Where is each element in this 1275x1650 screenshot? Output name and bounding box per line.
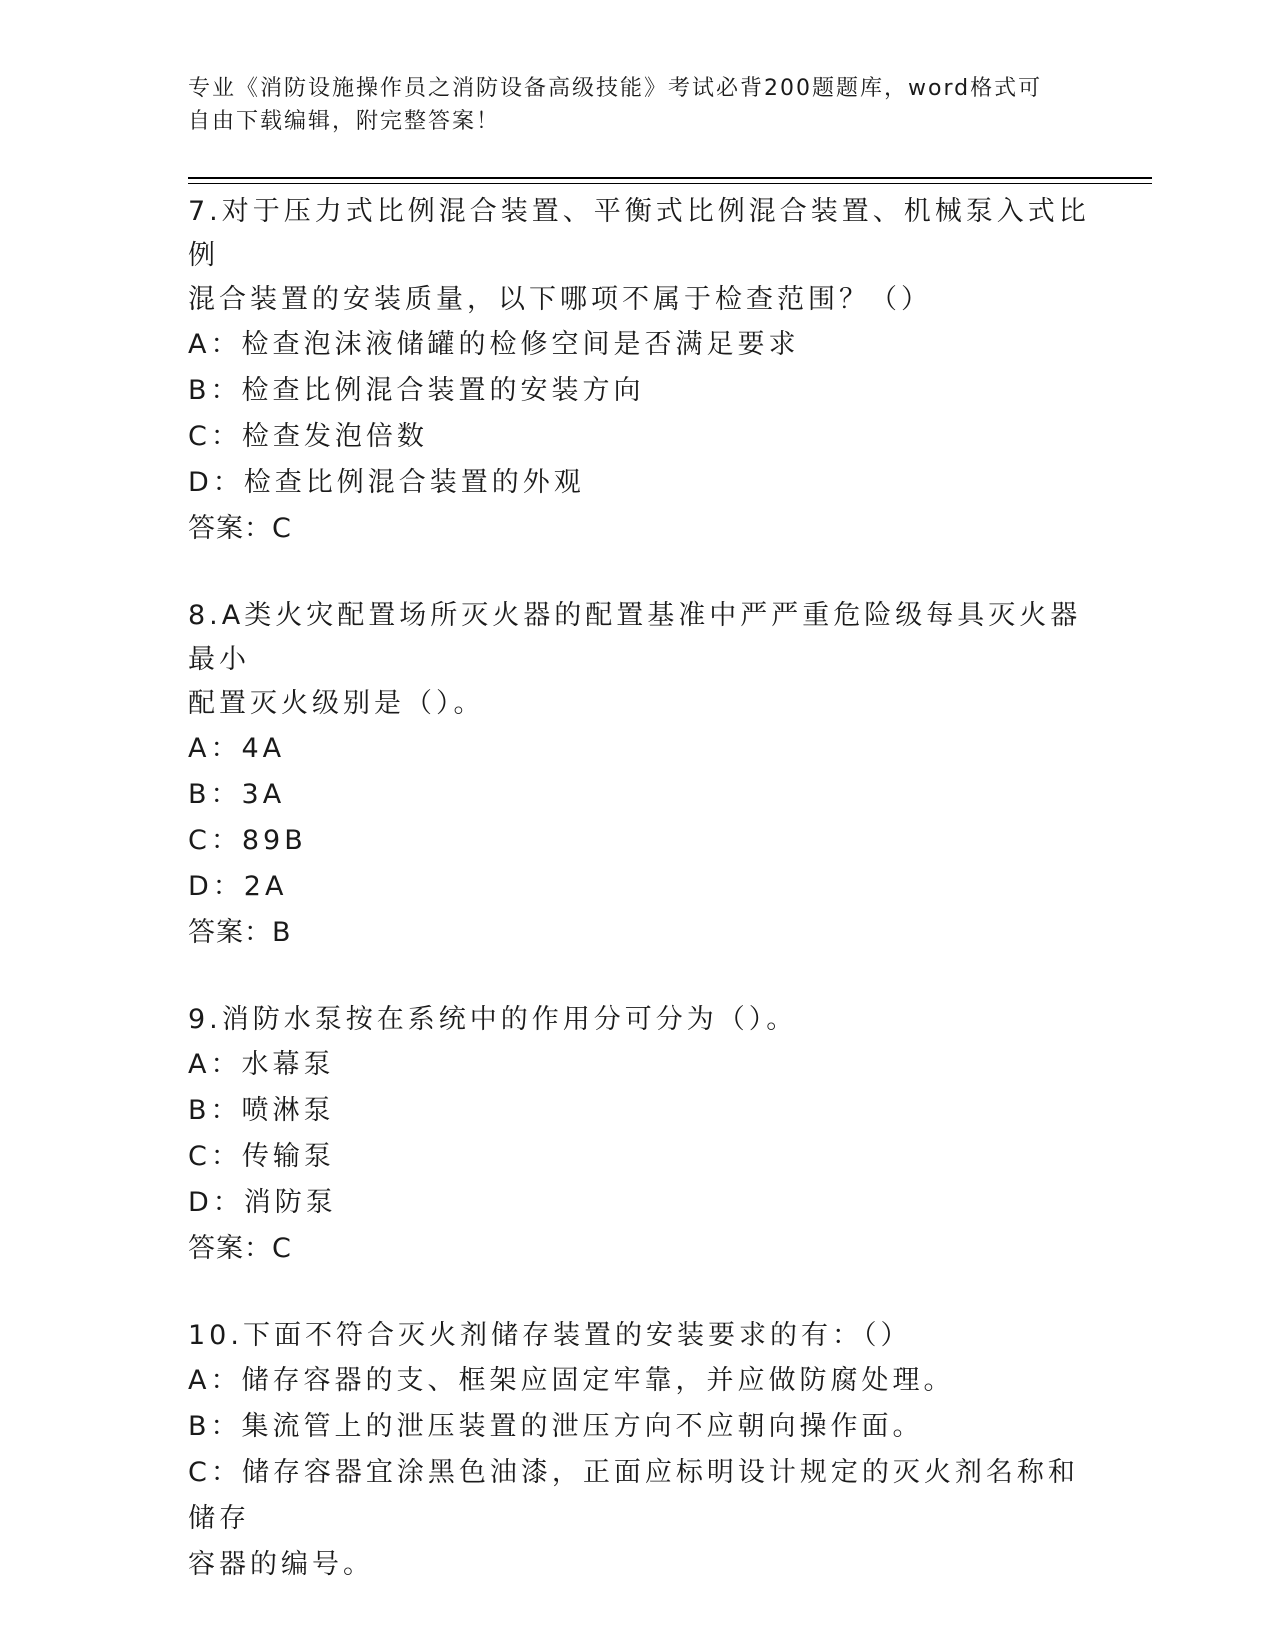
question-stem-line-1: 8.A类火灾配置场所灭火器的配置基准中严严重危险级每具灭火器最小 xyxy=(188,600,1082,675)
question-stem: 10.下面不符合灭火剂储存装置的安装要求的有：（） xyxy=(188,1320,912,1351)
question-stem-line-1: 7.对于压力式比例混合装置、平衡式比例混合装置、机械泵入式比例 xyxy=(188,196,1090,271)
question-stem xyxy=(188,594,1108,726)
answer: 答案：B xyxy=(188,917,292,948)
header-rule-thick xyxy=(188,177,1152,179)
option-c-line-2: 容器的编号。 xyxy=(188,1549,374,1580)
spacer xyxy=(188,552,1108,594)
option-b: B：喷淋泵 xyxy=(188,1095,335,1126)
option-b: B：检查比例混合装置的安装方向 xyxy=(188,375,645,406)
question-10 xyxy=(188,1314,1108,1588)
option-c-line-1: C：储存容器宜涂黑色油漆，正面应标明设计规定的灭火剂名称和储存 xyxy=(188,1457,1079,1534)
option-c: C：检查发泡倍数 xyxy=(188,421,428,452)
question-list xyxy=(188,190,1108,1588)
option-c xyxy=(188,1450,1108,1588)
option-a: A：4A xyxy=(188,733,286,764)
question-8 xyxy=(188,594,1108,956)
option-b: B：3A xyxy=(188,779,286,810)
header-rule-thin xyxy=(188,183,1152,184)
question-9 xyxy=(188,998,1108,1272)
question-stem-line-2: 混合装置的安装质量，以下哪项不属于检查范围？（） xyxy=(188,284,932,315)
question-stem: 9.消防水泵按在系统中的作用分可分为（）。 xyxy=(188,1004,798,1035)
option-a: A：检查泡沫液储罐的检修空间是否满足要求 xyxy=(188,329,800,360)
header-intro-line-2: 自由下载编辑，附完整答案！ xyxy=(188,109,501,134)
header-intro xyxy=(188,72,1088,138)
option-d: D：消防泵 xyxy=(188,1187,337,1218)
option-a: A：储存容器的支、框架应固定牢靠，并应做防腐处理。 xyxy=(188,1365,955,1396)
option-c: C：传输泵 xyxy=(188,1141,335,1172)
option-d: D：检查比例混合装置的外观 xyxy=(188,467,585,498)
spacer xyxy=(188,956,1108,998)
spacer xyxy=(188,1272,1108,1314)
option-a: A：水幕泵 xyxy=(188,1049,335,1080)
header-intro-line-1: 专业《消防设施操作员之消防设备高级技能》考试必背200题题库，word格式可 xyxy=(188,76,1043,101)
answer: 答案：C xyxy=(188,1233,292,1264)
option-b: B：集流管上的泄压装置的泄压方向不应朝向操作面。 xyxy=(188,1411,924,1442)
answer: 答案：C xyxy=(188,513,292,544)
question-stem xyxy=(188,190,1108,322)
question-stem-line-2: 配置灭火级别是（）。 xyxy=(188,688,485,719)
option-c: C：89B xyxy=(188,825,307,856)
option-d: D：2A xyxy=(188,871,288,902)
question-7 xyxy=(188,190,1108,552)
